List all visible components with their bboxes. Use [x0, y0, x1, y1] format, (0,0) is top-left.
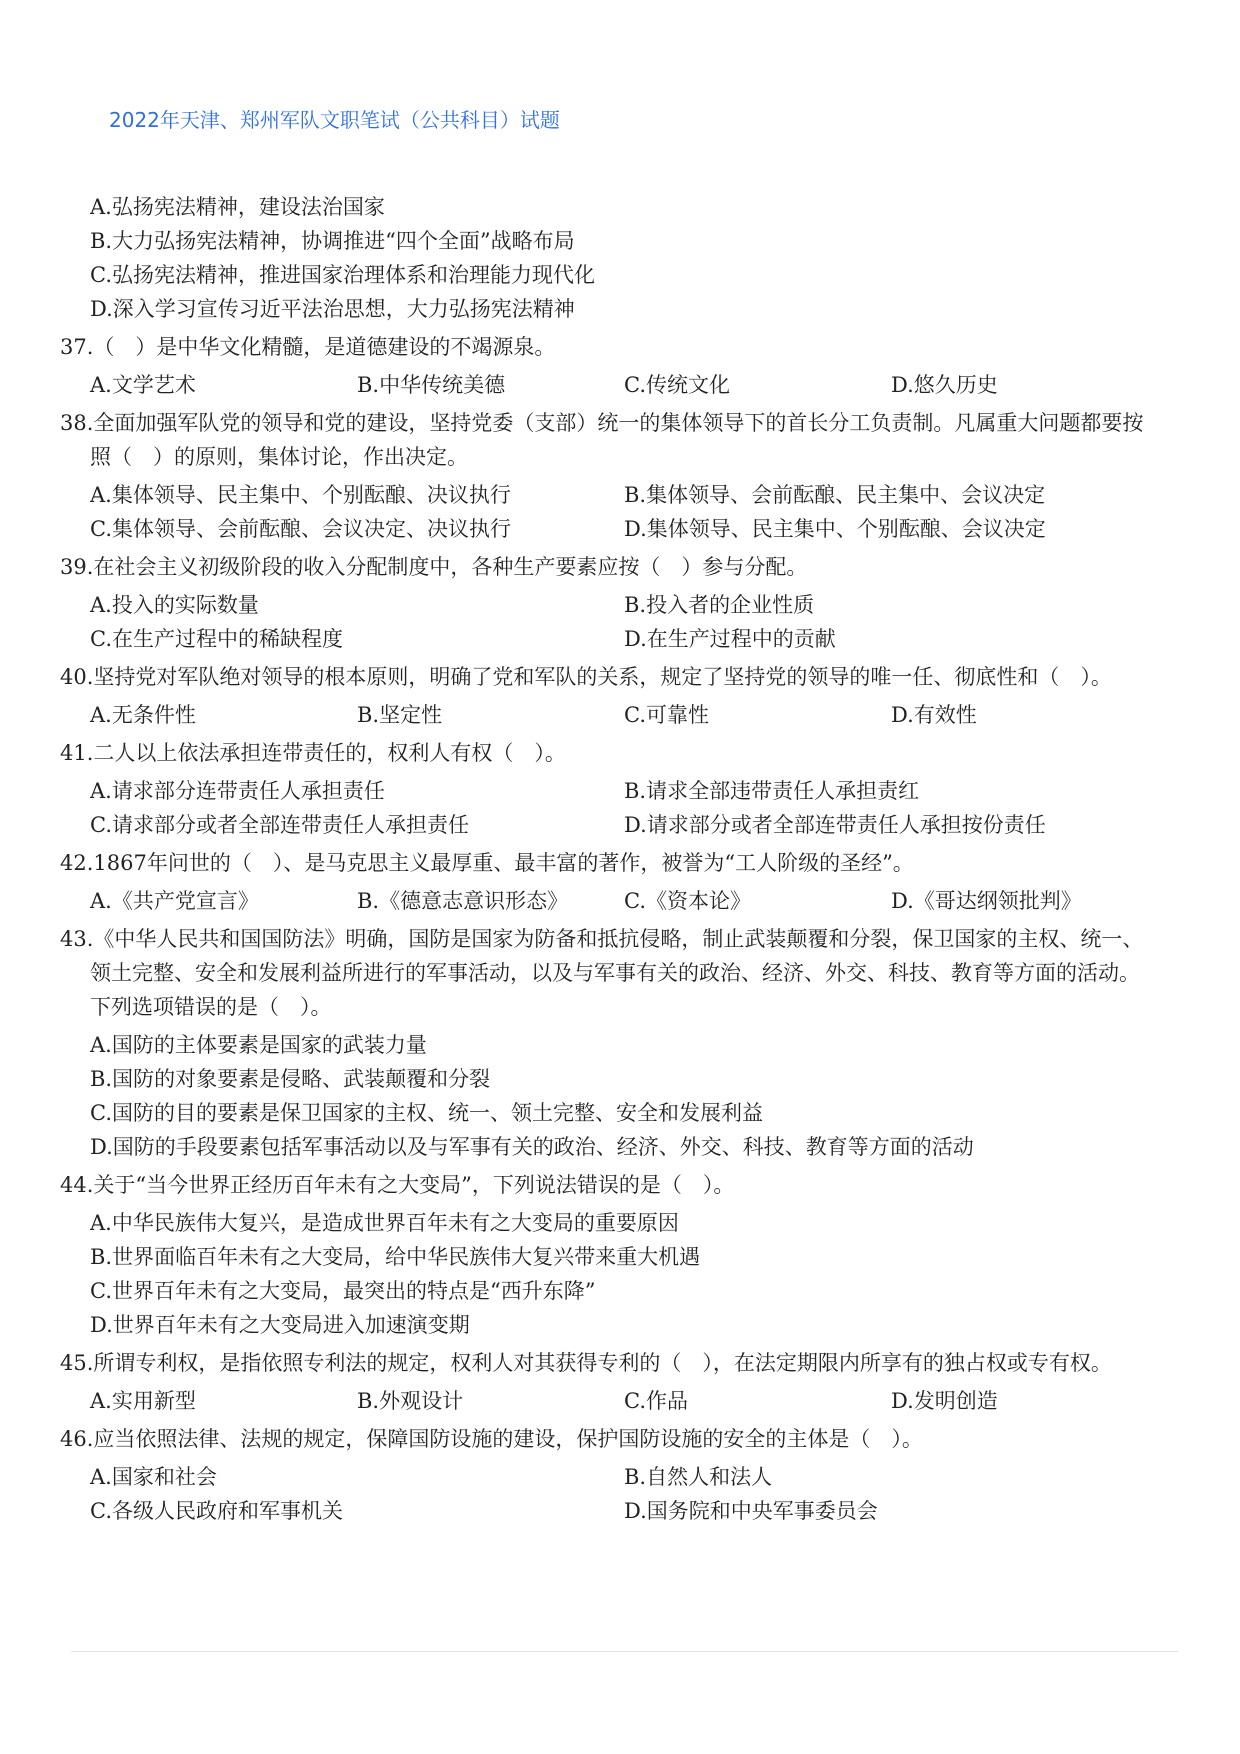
options	[60, 1028, 1160, 1164]
option: B.中华传统美德	[357, 373, 506, 397]
question-stem: 40.坚持党对军队绝对领导的根本原则，明确了党和军队的关系，规定了坚持党的领导的唯一任、彻底性和（ ）。	[60, 665, 1112, 689]
option: B.投入者的企业性质	[624, 593, 815, 617]
option: D.深入学习宣传习近平法治思想，大力弘扬宪法精神	[90, 297, 575, 321]
option: A.中华民族伟大复兴，是造成世界百年未有之大变局的重要原因	[90, 1211, 679, 1235]
option: A.文学艺术	[90, 373, 196, 397]
options	[60, 884, 1160, 918]
option: B.大力弘扬宪法精神，协调推进“四个全面”战略布局	[90, 229, 575, 253]
option: C.国防的目的要素是保卫国家的主权、统一、领土完整、安全和发展利益	[90, 1101, 763, 1125]
option: C.《资本论》	[624, 889, 751, 913]
option: B.国防的对象要素是侵略、武装颠覆和分裂	[90, 1067, 491, 1091]
carryover-options	[60, 190, 1160, 326]
option: C.可靠性	[624, 703, 709, 727]
question-37	[60, 330, 1160, 402]
option: C.各级人民政府和军事机关	[90, 1499, 343, 1523]
question-stem: 43.《中华人民共和国国防法》明确，国防是国家为防备和抵抗侵略，制止武装颠覆和分裂，保卫国家的主权、统一、领土完整、安全和发展利益所进行的军事活动，以及与军事有关的政治、经济、外交、科技、教育等方面的活动。下列选项错误的是（ ）。	[60, 927, 1144, 1019]
question-stem: 44.关于“当今世界正经历百年未有之大变局”，下列说法错误的是（ ）。	[60, 1173, 735, 1197]
option: C.在生产过程中的稀缺程度	[90, 627, 343, 651]
question-stem: 39.在社会主义初级阶段的收入分配制度中，各种生产要素应按（ ）参与分配。	[60, 555, 808, 579]
question-stem: 37.（ ）是中华文化精髓，是道德建设的不竭源泉。	[60, 335, 556, 359]
option: A.《共产党宣言》	[90, 889, 259, 913]
option: B.坚定性	[357, 703, 443, 727]
question-list	[60, 190, 1160, 1528]
option: C.世界百年未有之大变局，最突出的特点是“西升东降”	[90, 1279, 596, 1303]
options	[60, 478, 1160, 546]
option: B.请求全部违带责任人承担责红	[624, 779, 920, 803]
option: C.请求部分或者全部连带责任人承担责任	[90, 813, 469, 837]
options	[60, 588, 1160, 656]
options	[60, 1384, 1160, 1418]
option: C.集体领导、会前酝酿、会议决定、决议执行	[90, 517, 511, 541]
option: D.集体领导、民主集中、个别酝酿、会议决定	[624, 517, 1046, 541]
question-43	[60, 922, 1160, 1164]
footer-divider	[71, 1651, 1178, 1652]
question-stem: 41.二人以上依法承担连带责任的，权利人有权（ ）。	[60, 741, 566, 765]
option: D.《哥达纲领批判》	[891, 889, 1082, 913]
options	[60, 368, 1160, 402]
option: A.国防的主体要素是国家的武装力量	[90, 1033, 427, 1057]
option: D.请求部分或者全部连带责任人承担按份责任	[624, 813, 1046, 837]
option: B.自然人和法人	[624, 1465, 773, 1489]
options	[60, 698, 1160, 732]
question-stem: 42.1867年问世的（ ）、是马克思主义最厚重、最丰富的著作，被誉为“工人阶级的圣经”。	[60, 851, 914, 875]
option: C.作品	[624, 1389, 688, 1413]
option: C.弘扬宪法精神，推进国家治理体系和治理能力现代化	[90, 263, 595, 287]
question-39	[60, 550, 1160, 656]
option: A.实用新型	[90, 1389, 196, 1413]
option: D.在生产过程中的贡献	[624, 627, 836, 651]
question-40	[60, 660, 1160, 732]
option: B.集体领导、会前酝酿、民主集中、会议决定	[624, 483, 1046, 507]
question-stem: 46.应当依照法律、法规的规定，保障国防设施的建设，保护国防设施的安全的主体是（ ）。	[60, 1427, 923, 1451]
question-45	[60, 1346, 1160, 1418]
option: D.悠久历史	[891, 373, 998, 397]
option: D.发明创造	[891, 1389, 998, 1413]
option: A.投入的实际数量	[90, 593, 259, 617]
options	[60, 1206, 1160, 1342]
question-41	[60, 736, 1160, 842]
option: C.传统文化	[624, 373, 730, 397]
option: D.世界百年未有之大变局进入加速演变期	[90, 1313, 470, 1337]
option: D.国务院和中央军事委员会	[624, 1499, 878, 1523]
option: A.集体领导、民主集中、个别酝酿、决议执行	[90, 483, 511, 507]
question-46	[60, 1422, 1160, 1528]
option: A.弘扬宪法精神，建设法治国家	[90, 195, 385, 219]
option: A.国家和社会	[90, 1465, 217, 1489]
option: A.无条件性	[90, 703, 196, 727]
question-44	[60, 1168, 1160, 1342]
question-stem: 38.全面加强军队党的领导和党的建设，坚持党委（支部）统一的集体领导下的首长分工负责制。凡属重大问题都要按照（ ）的原则，集体讨论，作出决定。	[60, 411, 1144, 469]
option: A.请求部分连带责任人承担责任	[90, 779, 385, 803]
question-38	[60, 406, 1160, 546]
option: B.《德意志意识形态》	[357, 889, 569, 913]
options	[60, 774, 1160, 842]
option: B.世界面临百年未有之大变局，给中华民族伟大复兴带来重大机遇	[90, 1245, 701, 1269]
option: D.国防的手段要素包括军事活动以及与军事有关的政治、经济、外交、科技、教育等方面的活动	[90, 1135, 974, 1159]
options	[60, 1460, 1160, 1528]
question-stem: 45.所谓专利权，是指依照专利法的规定，权利人对其获得专利的（ ），在法定期限内所享有的独占权或专有权。	[60, 1351, 1112, 1375]
document-title: 2022年天津、郑州军队文职笔试（公共科目）试题	[109, 108, 560, 132]
question-42	[60, 846, 1160, 918]
option: B.外观设计	[357, 1389, 464, 1413]
option: D.有效性	[891, 703, 977, 727]
